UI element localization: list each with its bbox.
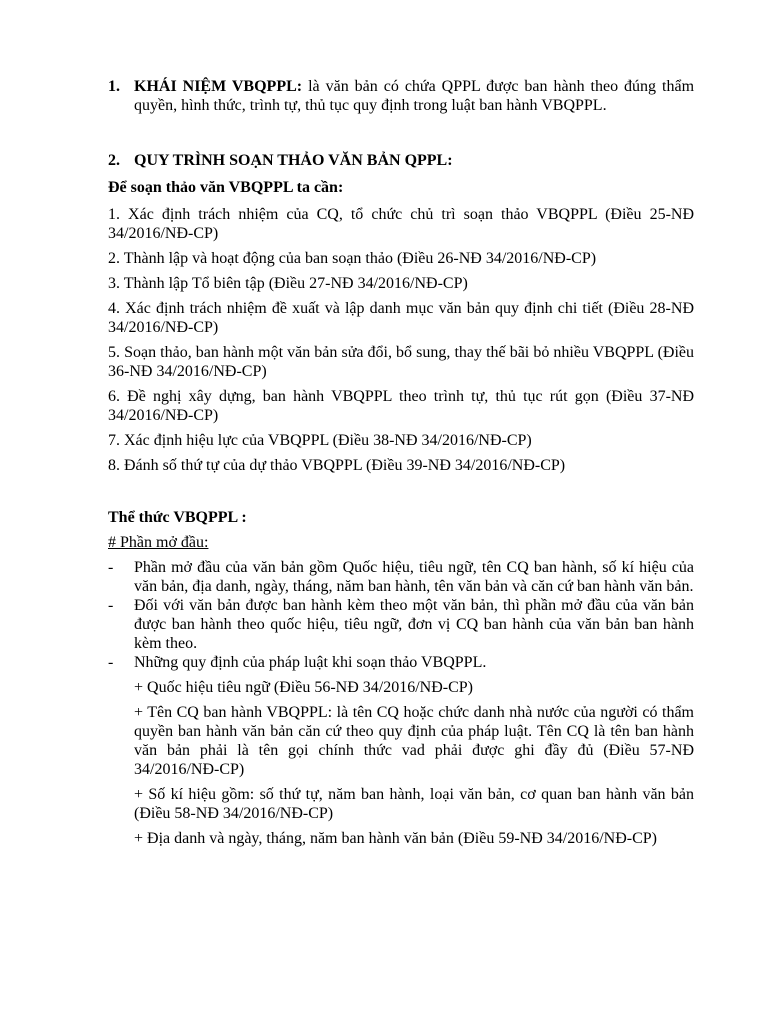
procedure-number: 2. (108, 152, 120, 169)
bullet-text: Phần mở đầu của văn bản gồm Quốc hiệu, tiêu ngữ, tên CQ ban hành, số kí hiệu của văn bản, địa danh, ngày, tháng, năm ban hành, tên văn bản và căn cứ ban hành văn bản. (134, 559, 694, 595)
format-sub-item: + Địa danh và ngày, tháng, năm ban hành văn bản (Điều 59-NĐ 34/2016/NĐ-CP) (134, 830, 657, 847)
procedure-step: 4. Xác định trách nhiệm đề xuất và lập danh mục văn bản quy định chi tiết (Điều 28-NĐ 34/2016/NĐ-CP) (108, 300, 694, 336)
bullet-dash: - (108, 597, 114, 614)
procedure-step: 6. Đề nghị xây dựng, ban hành VBQPPL theo trình tự, thủ tục rút gọn (Điều 37-NĐ 34/2016/NĐ-CP) (108, 388, 694, 424)
format-sub-item: + Tên CQ ban hành VBQPPL: là tên CQ hoặc chức danh nhà nước của người có thẩm quyền ban hành văn bản căn cứ theo quy định của pháp luật. Tên CQ là tên ban hành văn bản phải là tên gọi chính thức vad phải được ghi đầy đủ (Điều 57-NĐ 34/2016/NĐ-CP) (134, 704, 694, 778)
procedure-heading (108, 151, 694, 170)
procedure-step: 1. Xác định trách nhiệm của CQ, tổ chức chủ trì soạn thảo VBQPPL (Điều 25-NĐ 34/2016/NĐ-CP) (108, 206, 694, 242)
procedure-title: QUY TRÌNH SOẠN THẢO VĂN BẢN QPPL: (134, 152, 453, 169)
bullet-dash: - (108, 559, 114, 576)
procedure-intro: Để soạn thảo văn VBQPPL ta cần: (108, 179, 344, 196)
definition-number: 1. (108, 78, 120, 95)
bullet-dash: - (108, 654, 114, 671)
format-sub-item: + Quốc hiệu tiêu ngữ (Điều 56-NĐ 34/2016/NĐ-CP) (134, 679, 473, 696)
format-subtitle: # Phần mở đầu: (108, 534, 209, 551)
procedure-step: 3. Thành lập Tổ biên tập (Điều 27-NĐ 34/2016/NĐ-CP) (108, 275, 468, 292)
procedure-step: 7. Xác định hiệu lực của VBQPPL (Điều 38-NĐ 34/2016/NĐ-CP) (108, 432, 532, 449)
bullet-text: Đối với văn bản được ban hành kèm theo một văn bản, thì phần mở đầu của văn bản được ban hành theo quốc hiệu, tiêu ngữ, đơn vị CQ ban hành của văn bản ban hành kèm theo. (134, 597, 694, 652)
procedure-step: 8. Đánh số thứ tự của dự thảo VBQPPL (Điều 39-NĐ 34/2016/NĐ-CP) (108, 457, 566, 474)
definition-section (108, 77, 694, 115)
definition-text: là văn bản có chứa QPPL được ban hành theo đúng thẩm quyền, hình thức, trình tự, thủ tục quy định trong luật ban hành VBQPPL. (134, 78, 695, 114)
format-bullet (108, 558, 694, 596)
procedure-step: 2. Thành lập và hoạt động của ban soạn thảo (Điều 26-NĐ 34/2016/NĐ-CP) (108, 250, 597, 267)
bullet-text: Những quy định của pháp luật khi soạn thảo VBQPPL. (134, 654, 487, 671)
format-bullet (108, 653, 694, 672)
format-sub-item: + Số kí hiệu gồm: số thứ tự, năm ban hành, loại văn bản, cơ quan ban hành văn bản (Điều 58-NĐ 34/2016/NĐ-CP) (134, 786, 694, 822)
procedure-step: 5. Soạn thảo, ban hành một văn bản sửa đổi, bổ sung, thay thế bãi bỏ nhiều VBQPPL (Điều 36-NĐ 34/2016/NĐ-CP) (108, 344, 694, 380)
format-bullet (108, 596, 694, 653)
definition-term: KHÁI NIỆM VBQPPL: (134, 78, 303, 95)
format-title: Thể thức VBQPPL : (108, 509, 247, 526)
